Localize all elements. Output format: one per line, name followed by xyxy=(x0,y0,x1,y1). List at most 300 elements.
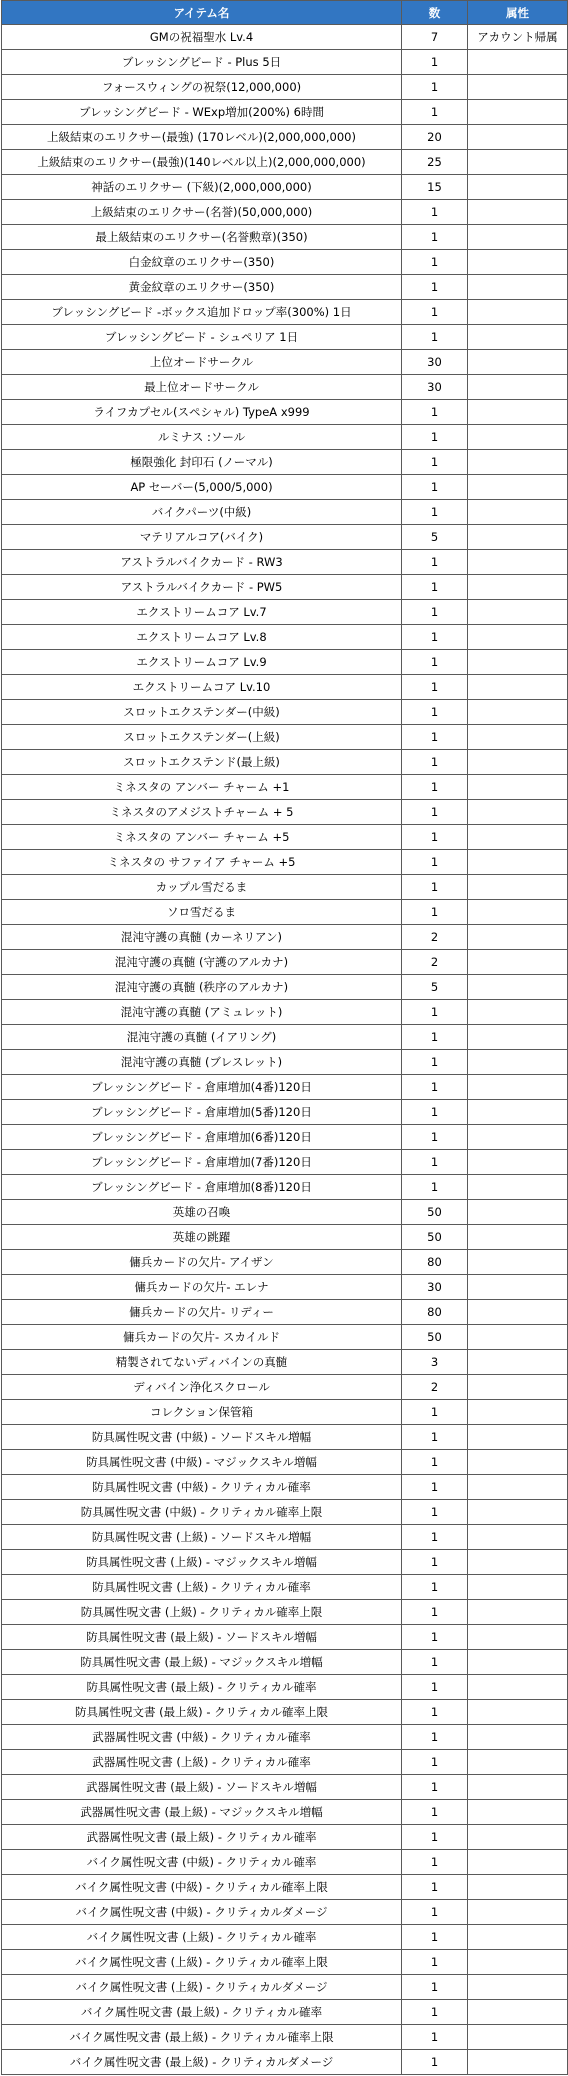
item-name-cell: GMの祝福聖水 Lv.4 xyxy=(2,25,402,50)
attribute-cell xyxy=(468,50,568,75)
attribute-cell xyxy=(468,550,568,575)
table-row xyxy=(2,25,568,50)
attribute-cell xyxy=(468,900,568,925)
attribute-cell xyxy=(468,725,568,750)
item-name-cell: 防具属性呪文書 (上級) - クリティカル確率 xyxy=(2,1575,402,1600)
quantity-cell: 1 xyxy=(402,1725,468,1750)
item-name-cell: 防具属性呪文書 (上級) - ソードスキル増幅 xyxy=(2,1525,402,1550)
item-name-cell: バイク属性呪文書 (最上級) - クリティカル確率上限 xyxy=(2,2025,402,2050)
item-name-cell: ブレッシングビード - WExp増加(200%) 6時間 xyxy=(2,100,402,125)
item-name-cell: スロットエクステンド(最上級) xyxy=(2,750,402,775)
attribute-cell xyxy=(468,1625,568,1650)
attribute-cell xyxy=(468,525,568,550)
quantity-cell: 1 xyxy=(402,1600,468,1625)
quantity-cell: 1 xyxy=(402,750,468,775)
quantity-cell: 1 xyxy=(402,850,468,875)
item-name-cell: 英雄の召喚 xyxy=(2,1200,402,1225)
table-row xyxy=(2,1400,568,1425)
quantity-cell: 50 xyxy=(402,1325,468,1350)
item-name-cell: ライフカプセル(スペシャル) TypeA x999 xyxy=(2,400,402,425)
item-name-cell: ミネスタの アンバー チャーム +5 xyxy=(2,825,402,850)
quantity-cell: 1 xyxy=(402,600,468,625)
quantity-cell: 1 xyxy=(402,1500,468,1525)
item-name-cell: 防具属性呪文書 (最上級) - クリティカル確率上限 xyxy=(2,1700,402,1725)
quantity-cell: 1 xyxy=(402,1775,468,1800)
table-row xyxy=(2,1275,568,1300)
table-row xyxy=(2,425,568,450)
item-name-cell: 防具属性呪文書 (中級) - ソードスキル増幅 xyxy=(2,1425,402,1450)
item-name-cell: 最上級結束のエリクサー(名誉勲章)(350) xyxy=(2,225,402,250)
table-row xyxy=(2,675,568,700)
table-row xyxy=(2,1625,568,1650)
table-row xyxy=(2,1975,568,2000)
item-name-cell: 防具属性呪文書 (中級) - クリティカル確率上限 xyxy=(2,1500,402,1525)
item-name-cell: ブレッシングビード - 倉庫増加(8番)120日 xyxy=(2,1175,402,1200)
attribute-cell xyxy=(468,1575,568,1600)
attribute-cell xyxy=(468,325,568,350)
item-name-cell: 上位オードサークル xyxy=(2,350,402,375)
quantity-cell: 15 xyxy=(402,175,468,200)
table-row xyxy=(2,100,568,125)
quantity-cell: 7 xyxy=(402,25,468,50)
item-name-cell: 白金紋章のエリクサー(350) xyxy=(2,250,402,275)
quantity-cell: 1 xyxy=(402,1900,468,1925)
attribute-cell xyxy=(468,200,568,225)
item-name-cell: 防具属性呪文書 (上級) - クリティカル確率上限 xyxy=(2,1600,402,1625)
item-name-cell: 上級結束のエリクサー(名誉)(50,000,000) xyxy=(2,200,402,225)
table-row xyxy=(2,75,568,100)
quantity-cell: 20 xyxy=(402,125,468,150)
table-row xyxy=(2,1500,568,1525)
attribute-cell xyxy=(468,1300,568,1325)
attribute-cell xyxy=(468,175,568,200)
quantity-cell: 1 xyxy=(402,50,468,75)
attribute-cell xyxy=(468,950,568,975)
table-row xyxy=(2,1525,568,1550)
attribute-cell xyxy=(468,475,568,500)
quantity-cell: 1 xyxy=(402,1875,468,1900)
quantity-cell: 50 xyxy=(402,1200,468,1225)
quantity-cell: 1 xyxy=(402,1150,468,1175)
table-row xyxy=(2,325,568,350)
quantity-cell: 1 xyxy=(402,1925,468,1950)
attribute-cell xyxy=(468,400,568,425)
table-row xyxy=(2,850,568,875)
item-name-cell: エクストリームコア Lv.7 xyxy=(2,600,402,625)
item-name-cell: バイク属性呪文書 (上級) - クリティカル確率 xyxy=(2,1925,402,1950)
quantity-cell: 1 xyxy=(402,1125,468,1150)
item-name-cell: 極限強化 封印石 (ノーマル) xyxy=(2,450,402,475)
table-row xyxy=(2,1475,568,1500)
quantity-cell: 1 xyxy=(402,475,468,500)
quantity-cell: 1 xyxy=(402,1675,468,1700)
attribute-cell xyxy=(468,700,568,725)
table-row xyxy=(2,250,568,275)
item-name-cell: アストラルバイクカード - RW3 xyxy=(2,550,402,575)
item-name-cell: 武器属性呪文書 (最上級) - マジックスキル増幅 xyxy=(2,1800,402,1825)
table-row xyxy=(2,1850,568,1875)
item-name-cell: 精製されてないディバインの真髄 xyxy=(2,1350,402,1375)
table-row xyxy=(2,1675,568,1700)
quantity-cell: 2 xyxy=(402,925,468,950)
item-name-cell: 武器属性呪文書 (中級) - クリティカル確率 xyxy=(2,1725,402,1750)
quantity-cell: 1 xyxy=(402,1950,468,1975)
quantity-cell: 1 xyxy=(402,1975,468,2000)
quantity-cell: 30 xyxy=(402,375,468,400)
table-row xyxy=(2,375,568,400)
attribute-cell xyxy=(468,1075,568,1100)
attribute-cell xyxy=(468,1500,568,1525)
table-row xyxy=(2,1650,568,1675)
attribute-cell xyxy=(468,350,568,375)
quantity-cell: 30 xyxy=(402,1275,468,1300)
table-row xyxy=(2,825,568,850)
attribute-cell xyxy=(468,1350,568,1375)
item-name-cell: ブレッシングビード - シュペリア 1日 xyxy=(2,325,402,350)
attribute-cell xyxy=(468,1475,568,1500)
attribute-cell xyxy=(468,775,568,800)
quantity-cell: 1 xyxy=(402,100,468,125)
table-row xyxy=(2,1800,568,1825)
item-name-cell: カップル雪だるま xyxy=(2,875,402,900)
item-name-cell: 最上位オードサークル xyxy=(2,375,402,400)
item-table xyxy=(1,0,568,2075)
item-name-cell: バイクパーツ(中級) xyxy=(2,500,402,525)
attribute-cell xyxy=(468,675,568,700)
attribute-cell xyxy=(468,1700,568,1725)
quantity-cell: 1 xyxy=(402,400,468,425)
quantity-cell: 1 xyxy=(402,325,468,350)
item-name-cell: 混沌守護の真髄 (守護のアルカナ) xyxy=(2,950,402,975)
quantity-cell: 1 xyxy=(402,2025,468,2050)
item-name-cell: 防具属性呪文書 (中級) - マジックスキル増幅 xyxy=(2,1450,402,1475)
quantity-cell: 1 xyxy=(402,575,468,600)
quantity-cell: 1 xyxy=(402,1175,468,1200)
table-row xyxy=(2,1600,568,1625)
quantity-cell: 1 xyxy=(402,1425,468,1450)
attribute-cell xyxy=(468,925,568,950)
attribute-cell xyxy=(468,975,568,1000)
attribute-cell xyxy=(468,600,568,625)
table-row xyxy=(2,1950,568,1975)
attribute-cell xyxy=(468,1225,568,1250)
table-row xyxy=(2,1100,568,1125)
table-row xyxy=(2,775,568,800)
attribute-cell xyxy=(468,275,568,300)
quantity-cell: 2 xyxy=(402,1375,468,1400)
quantity-cell: 1 xyxy=(402,650,468,675)
attribute-cell xyxy=(468,75,568,100)
table-row xyxy=(2,1550,568,1575)
table-row xyxy=(2,600,568,625)
quantity-cell: 1 xyxy=(402,1075,468,1100)
table-row xyxy=(2,950,568,975)
attribute-cell xyxy=(468,1175,568,1200)
quantity-cell: 1 xyxy=(402,1550,468,1575)
item-name-cell: 上級結束のエリクサー(最強) (170レベル)(2,000,000,000) xyxy=(2,125,402,150)
item-name-cell: エクストリームコア Lv.10 xyxy=(2,675,402,700)
item-name-cell: ルミナス :ソール xyxy=(2,425,402,450)
table-row xyxy=(2,925,568,950)
attribute-cell xyxy=(468,2050,568,2075)
attribute-cell xyxy=(468,250,568,275)
table-row xyxy=(2,1025,568,1050)
attribute-cell xyxy=(468,425,568,450)
item-name-cell: 神話のエリクサー (下級)(2,000,000,000) xyxy=(2,175,402,200)
item-name-cell: フォースウィングの祝祭(12,000,000) xyxy=(2,75,402,100)
item-name-cell: 黄金紋章のエリクサー(350) xyxy=(2,275,402,300)
attribute-cell xyxy=(468,1425,568,1450)
attribute-cell xyxy=(468,1600,568,1625)
attribute-cell xyxy=(468,1250,568,1275)
table-row xyxy=(2,650,568,675)
quantity-cell: 1 xyxy=(402,875,468,900)
table-row xyxy=(2,1775,568,1800)
attribute-cell xyxy=(468,1150,568,1175)
attribute-cell xyxy=(468,300,568,325)
table-row xyxy=(2,1925,568,1950)
quantity-cell: 1 xyxy=(402,300,468,325)
table-row xyxy=(2,1150,568,1175)
quantity-cell: 1 xyxy=(402,1450,468,1475)
item-name-cell: ミネスタの アンバー チャーム +1 xyxy=(2,775,402,800)
table-row xyxy=(2,1000,568,1025)
table-row xyxy=(2,800,568,825)
attribute-cell xyxy=(468,1550,568,1575)
table-row xyxy=(2,875,568,900)
item-name-cell: 混沌守護の真髄 (カーネリアン) xyxy=(2,925,402,950)
attribute-cell xyxy=(468,375,568,400)
table-row xyxy=(2,125,568,150)
attribute-cell xyxy=(468,150,568,175)
quantity-cell: 1 xyxy=(402,725,468,750)
quantity-cell: 80 xyxy=(402,1300,468,1325)
quantity-cell: 1 xyxy=(402,550,468,575)
table-row xyxy=(2,1125,568,1150)
quantity-cell: 1 xyxy=(402,225,468,250)
table-row xyxy=(2,1050,568,1075)
attribute-cell xyxy=(468,100,568,125)
item-name-cell: 防具属性呪文書 (最上級) - クリティカル確率 xyxy=(2,1675,402,1700)
attribute-cell xyxy=(468,1875,568,1900)
attribute-cell xyxy=(468,1000,568,1025)
table-row xyxy=(2,750,568,775)
header-attribute: 属性 xyxy=(468,1,568,25)
quantity-cell: 1 xyxy=(402,250,468,275)
item-name-cell: エクストリームコア Lv.9 xyxy=(2,650,402,675)
attribute-cell: アカウント帰属 xyxy=(468,25,568,50)
attribute-cell xyxy=(468,225,568,250)
attribute-cell xyxy=(468,2025,568,2050)
quantity-cell: 1 xyxy=(402,775,468,800)
table-row xyxy=(2,300,568,325)
attribute-cell xyxy=(468,1400,568,1425)
attribute-cell xyxy=(468,1050,568,1075)
item-name-cell: 傭兵カードの欠片- スカイルド xyxy=(2,1325,402,1350)
item-name-cell: 武器属性呪文書 (最上級) - ソードスキル増幅 xyxy=(2,1775,402,1800)
quantity-cell: 1 xyxy=(402,1650,468,1675)
quantity-cell: 1 xyxy=(402,425,468,450)
table-row xyxy=(2,50,568,75)
table-row xyxy=(2,700,568,725)
item-name-cell: ディバイン浄化スクロール xyxy=(2,1375,402,1400)
quantity-cell: 1 xyxy=(402,1750,468,1775)
attribute-cell xyxy=(468,1125,568,1150)
quantity-cell: 1 xyxy=(402,2000,468,2025)
quantity-cell: 5 xyxy=(402,525,468,550)
table-row xyxy=(2,575,568,600)
attribute-cell xyxy=(468,1675,568,1700)
item-name-cell: ブレッシングビード - Plus 5日 xyxy=(2,50,402,75)
attribute-cell xyxy=(468,1775,568,1800)
quantity-cell: 25 xyxy=(402,150,468,175)
table-row xyxy=(2,1325,568,1350)
attribute-cell xyxy=(468,1800,568,1825)
item-name-cell: ソロ雪だるま xyxy=(2,900,402,925)
table-row xyxy=(2,1350,568,1375)
table-row xyxy=(2,1575,568,1600)
attribute-cell xyxy=(468,1850,568,1875)
item-name-cell: 英雄の跳躍 xyxy=(2,1225,402,1250)
table-row xyxy=(2,1375,568,1400)
table-row xyxy=(2,225,568,250)
attribute-cell xyxy=(468,825,568,850)
table-row xyxy=(2,725,568,750)
attribute-cell xyxy=(468,1100,568,1125)
attribute-cell xyxy=(468,800,568,825)
item-name-cell: 混沌守護の真髄 (ブレスレット) xyxy=(2,1050,402,1075)
attribute-cell xyxy=(468,1525,568,1550)
item-name-cell: バイク属性呪文書 (中級) - クリティカル確率 xyxy=(2,1850,402,1875)
quantity-cell: 1 xyxy=(402,1575,468,1600)
item-name-cell: 傭兵カードの欠片- アイザン xyxy=(2,1250,402,1275)
header-row xyxy=(2,1,568,25)
quantity-cell: 1 xyxy=(402,1400,468,1425)
quantity-cell: 1 xyxy=(402,825,468,850)
item-name-cell: コレクション保管箱 xyxy=(2,1400,402,1425)
attribute-cell xyxy=(468,1325,568,1350)
table-row xyxy=(2,500,568,525)
item-name-cell: アストラルバイクカード - PW5 xyxy=(2,575,402,600)
table-row xyxy=(2,1700,568,1725)
quantity-cell: 1 xyxy=(402,75,468,100)
table-row xyxy=(2,1200,568,1225)
quantity-cell: 80 xyxy=(402,1250,468,1275)
attribute-cell xyxy=(468,1925,568,1950)
table-row xyxy=(2,1900,568,1925)
table-row xyxy=(2,975,568,1000)
item-name-cell: バイク属性呪文書 (中級) - クリティカルダメージ xyxy=(2,1900,402,1925)
table-row xyxy=(2,1075,568,1100)
quantity-cell: 2 xyxy=(402,950,468,975)
quantity-cell: 1 xyxy=(402,1700,468,1725)
attribute-cell xyxy=(468,575,568,600)
table-row xyxy=(2,900,568,925)
table-row xyxy=(2,150,568,175)
item-name-cell: ブレッシングビード - 倉庫増加(7番)120日 xyxy=(2,1150,402,1175)
attribute-cell xyxy=(468,500,568,525)
table-row xyxy=(2,475,568,500)
item-name-cell: ブレッシングビード - 倉庫増加(5番)120日 xyxy=(2,1100,402,1125)
quantity-cell: 1 xyxy=(402,1050,468,1075)
item-name-cell: エクストリームコア Lv.8 xyxy=(2,625,402,650)
attribute-cell xyxy=(468,1975,568,2000)
quantity-cell: 1 xyxy=(402,275,468,300)
attribute-cell xyxy=(468,1750,568,1775)
item-name-cell: 武器属性呪文書 (最上級) - クリティカル確率 xyxy=(2,1825,402,1850)
table-row xyxy=(2,525,568,550)
quantity-cell: 1 xyxy=(402,675,468,700)
attribute-cell xyxy=(468,625,568,650)
attribute-cell xyxy=(468,650,568,675)
item-name-cell: ミネスタのアメジストチャーム + 5 xyxy=(2,800,402,825)
quantity-cell: 1 xyxy=(402,1025,468,1050)
item-name-cell: 防具属性呪文書 (中級) - クリティカル確率 xyxy=(2,1475,402,1500)
item-name-cell: スロットエクステンダー(中級) xyxy=(2,700,402,725)
quantity-cell: 1 xyxy=(402,1475,468,1500)
table-row xyxy=(2,1725,568,1750)
quantity-cell: 1 xyxy=(402,1000,468,1025)
table-row xyxy=(2,200,568,225)
table-header xyxy=(2,1,568,25)
item-name-cell: 武器属性呪文書 (上級) - クリティカル確率 xyxy=(2,1750,402,1775)
item-name-cell: バイク属性呪文書 (中級) - クリティカル確率上限 xyxy=(2,1875,402,1900)
item-name-cell: ブレッシングビード -ボックス追加ドロップ率(300%) 1日 xyxy=(2,300,402,325)
item-name-cell: 混沌守護の真髄 (アミュレット) xyxy=(2,1000,402,1025)
item-name-cell: ブレッシングビード - 倉庫増加(6番)120日 xyxy=(2,1125,402,1150)
quantity-cell: 1 xyxy=(402,1800,468,1825)
quantity-cell: 1 xyxy=(402,700,468,725)
attribute-cell xyxy=(468,1450,568,1475)
quantity-cell: 30 xyxy=(402,350,468,375)
attribute-cell xyxy=(468,850,568,875)
table-body xyxy=(2,25,568,2075)
attribute-cell xyxy=(468,1650,568,1675)
attribute-cell xyxy=(468,1275,568,1300)
table-row xyxy=(2,550,568,575)
table-row xyxy=(2,1750,568,1775)
table-row xyxy=(2,350,568,375)
attribute-cell xyxy=(468,1825,568,1850)
header-item-name: アイテム名 xyxy=(2,1,402,25)
quantity-cell: 1 xyxy=(402,800,468,825)
item-name-cell: 混沌守護の真髄 (イアリング) xyxy=(2,1025,402,1050)
item-name-cell: AP セーバー(5,000/5,000) xyxy=(2,475,402,500)
attribute-cell xyxy=(468,750,568,775)
attribute-cell xyxy=(468,450,568,475)
table-row xyxy=(2,1300,568,1325)
attribute-cell xyxy=(468,1725,568,1750)
table-row xyxy=(2,2050,568,2075)
attribute-cell xyxy=(468,1375,568,1400)
quantity-cell: 1 xyxy=(402,450,468,475)
table-row xyxy=(2,450,568,475)
table-row xyxy=(2,1425,568,1450)
item-name-cell: マテリアルコア(バイク) xyxy=(2,525,402,550)
quantity-cell: 1 xyxy=(402,2050,468,2075)
quantity-cell: 50 xyxy=(402,1225,468,1250)
table-row xyxy=(2,1825,568,1850)
table-row xyxy=(2,1225,568,1250)
item-name-cell: ミネスタの サファイア チャーム +5 xyxy=(2,850,402,875)
attribute-cell xyxy=(468,875,568,900)
quantity-cell: 1 xyxy=(402,1825,468,1850)
table-row xyxy=(2,2025,568,2050)
item-name-cell: 防具属性呪文書 (最上級) - ソードスキル増幅 xyxy=(2,1625,402,1650)
attribute-cell xyxy=(468,1900,568,1925)
quantity-cell: 5 xyxy=(402,975,468,1000)
table-row xyxy=(2,1175,568,1200)
